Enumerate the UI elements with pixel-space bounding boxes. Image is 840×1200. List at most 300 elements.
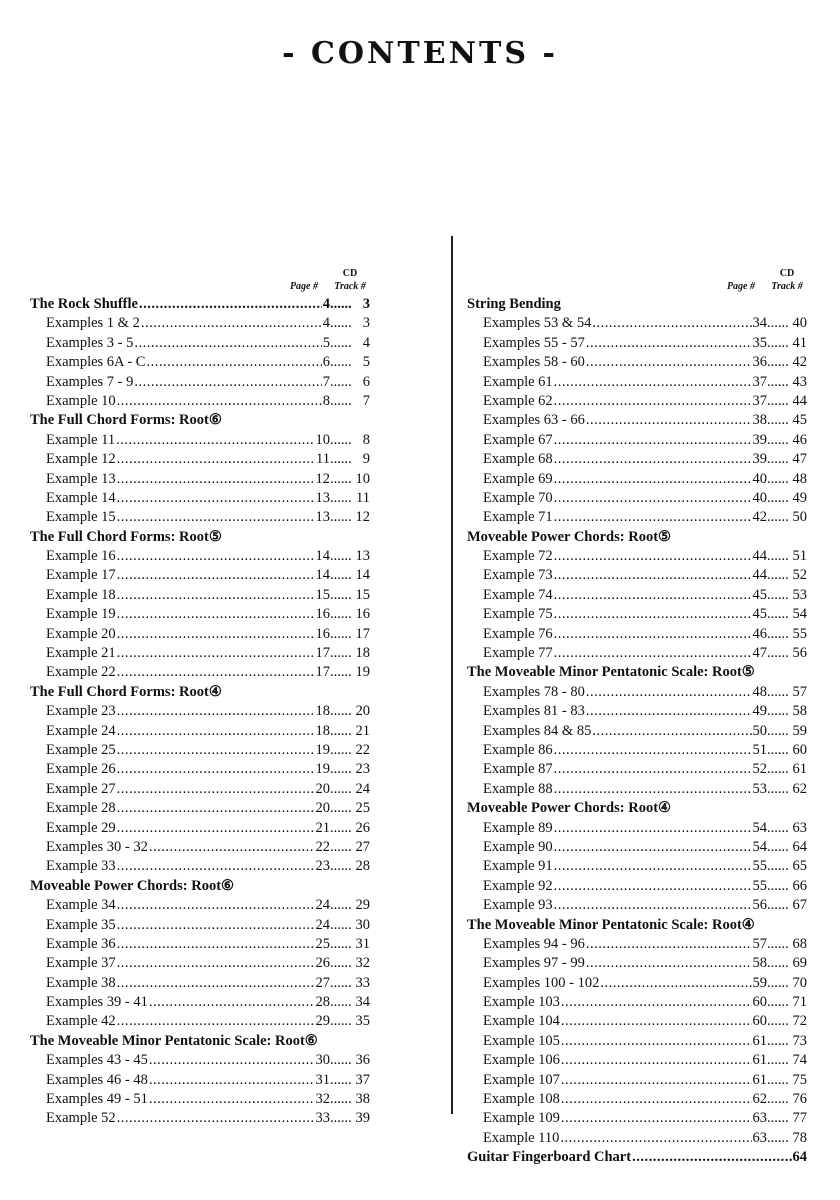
track-number: 39 — [355, 1110, 370, 1127]
page-number: 23 — [315, 858, 330, 875]
toc-label: Example 105 — [483, 1032, 560, 1049]
toc-label: Example 33 — [46, 858, 116, 875]
track-number: 62 — [792, 780, 807, 797]
page-number: 16 — [315, 625, 330, 642]
cd-header: CD — [779, 268, 795, 279]
toc-label: Example 14 — [46, 489, 116, 506]
toc-label: Example 12 — [46, 451, 116, 468]
page-number: 63 — [752, 1110, 767, 1127]
dot-leader — [117, 567, 315, 584]
toc-entry — [30, 315, 370, 334]
toc-entry — [467, 567, 807, 586]
toc-entry — [467, 703, 807, 722]
toc-entry — [30, 1013, 370, 1032]
toc-entry — [467, 723, 807, 742]
track-number: 50 — [792, 509, 807, 526]
dot-leader — [767, 645, 789, 662]
toc-entry — [30, 723, 370, 742]
dot-leader — [330, 723, 352, 740]
toc-label: Example 13 — [46, 470, 116, 487]
dot-leader — [117, 955, 315, 972]
dot-leader — [117, 451, 315, 468]
page-number: 39 — [752, 451, 767, 468]
dot-leader — [767, 936, 789, 953]
track-number: 8 — [362, 431, 370, 448]
toc-entry — [30, 800, 370, 819]
toc-entry — [30, 994, 370, 1013]
toc-entry — [467, 781, 807, 800]
dot-leader — [330, 936, 352, 953]
track-number: 21 — [355, 722, 370, 739]
toc-entry — [30, 509, 370, 528]
track-number: 34 — [355, 994, 370, 1011]
dot-leader — [117, 393, 322, 410]
dot-leader — [561, 1091, 752, 1108]
page-number: 40 — [752, 489, 767, 506]
page-number: 5 — [322, 334, 330, 351]
toc-label: Example 38 — [46, 974, 116, 991]
toc-label: Example 10 — [46, 392, 116, 409]
track-number: 14 — [355, 567, 370, 584]
page-number: 61 — [752, 1052, 767, 1069]
dot-leader — [767, 839, 789, 856]
dot-leader — [554, 858, 752, 875]
toc-label: Example 87 — [483, 761, 553, 778]
dot-leader — [767, 723, 789, 740]
track-number: 7 — [362, 392, 370, 409]
dot-leader — [330, 820, 352, 837]
toc-section-heading — [30, 878, 370, 897]
track-number: 51 — [792, 548, 807, 565]
toc-entry — [467, 1091, 807, 1110]
track-number: 72 — [792, 1013, 807, 1030]
dot-leader — [141, 315, 322, 332]
dot-leader — [767, 374, 789, 391]
dot-leader — [767, 587, 789, 604]
track-number: 48 — [792, 470, 807, 487]
track-number: 66 — [792, 877, 807, 894]
dot-leader — [586, 955, 752, 972]
toc-label: Example 21 — [46, 645, 116, 662]
dot-leader — [330, 761, 352, 778]
toc-label: Example 61 — [483, 373, 553, 390]
track-number: 59 — [792, 722, 807, 739]
page-number: 26 — [315, 955, 330, 972]
track-number: 38 — [355, 1091, 370, 1108]
dot-leader — [330, 509, 352, 526]
toc-label: Example 110 — [483, 1129, 560, 1146]
dot-leader — [149, 839, 315, 856]
dot-leader — [330, 994, 352, 1011]
toc-entry — [30, 471, 370, 490]
track-number: 15 — [355, 586, 370, 603]
dot-leader — [149, 1091, 315, 1108]
track-number: 26 — [355, 819, 370, 836]
track-number: 55 — [792, 625, 807, 642]
toc-label: Example 22 — [46, 664, 116, 681]
track-number: 75 — [792, 1071, 807, 1088]
dot-leader — [767, 1013, 789, 1030]
dot-leader — [117, 587, 315, 604]
track-number: 20 — [355, 703, 370, 720]
track-number: 54 — [792, 606, 807, 623]
toc-label: Example 104 — [483, 1013, 560, 1030]
dot-leader — [767, 1052, 789, 1069]
dot-leader — [330, 781, 352, 798]
toc-label: Example 107 — [483, 1071, 560, 1088]
dot-leader — [561, 1013, 752, 1030]
track-number: 67 — [792, 897, 807, 914]
page-number: 17 — [315, 664, 330, 681]
dot-leader — [592, 723, 751, 740]
dot-leader — [767, 1091, 789, 1108]
page-number: 61 — [752, 1071, 767, 1088]
toc-label: Example 72 — [483, 548, 553, 565]
page-number: 32 — [315, 1091, 330, 1108]
track-number: 41 — [792, 334, 807, 351]
toc-entry — [30, 645, 370, 664]
track-number: 4 — [362, 334, 370, 351]
toc-label: Example 77 — [483, 645, 553, 662]
dot-leader — [767, 354, 789, 371]
toc-entry — [467, 606, 807, 625]
page-number: 48 — [752, 683, 767, 700]
dot-leader — [554, 471, 752, 488]
toc-entry — [467, 1130, 807, 1149]
dot-leader — [117, 703, 315, 720]
toc-entry — [467, 587, 807, 606]
track-number: 44 — [792, 392, 807, 409]
track-number: 37 — [355, 1071, 370, 1088]
toc-label: Examples 81 - 83 — [483, 703, 585, 720]
dot-leader — [330, 1091, 352, 1108]
dot-leader — [117, 858, 315, 875]
toc-label: Examples 63 - 66 — [483, 412, 585, 429]
toc-section-heading — [30, 412, 370, 431]
toc-entry — [467, 1033, 807, 1052]
page-number: 60 — [752, 994, 767, 1011]
page-number: 45 — [752, 586, 767, 603]
toc-section-heading — [30, 684, 370, 703]
toc-entry — [30, 606, 370, 625]
page-number: 7 — [322, 373, 330, 390]
dot-leader — [767, 994, 789, 1011]
toc-label: The Full Chord Forms: Root④ — [30, 683, 222, 700]
track-number: 33 — [355, 974, 370, 991]
toc-entry — [467, 858, 807, 877]
column-header — [467, 268, 807, 296]
dot-leader — [767, 471, 789, 488]
page-number: 39 — [752, 431, 767, 448]
page-number: 17 — [315, 645, 330, 662]
dot-leader — [330, 955, 352, 972]
page-number: 31 — [315, 1071, 330, 1088]
toc-entry — [30, 703, 370, 722]
page-number: 6 — [322, 354, 330, 371]
toc-label: Example 75 — [483, 606, 553, 623]
dot-leader — [767, 393, 789, 410]
toc-label: Example 103 — [483, 994, 560, 1011]
page-number: 64 — [792, 1149, 807, 1166]
track-number: 28 — [355, 858, 370, 875]
toc-entry — [30, 393, 370, 412]
dot-leader — [767, 451, 789, 468]
toc-label: Moveable Power Chords: Root⑤ — [467, 528, 672, 545]
toc-label: Example 29 — [46, 819, 116, 836]
track-number: 35 — [355, 1013, 370, 1030]
toc-label: Example 68 — [483, 451, 553, 468]
dot-leader — [149, 1072, 315, 1089]
toc-label: The Rock Shuffle — [30, 296, 138, 312]
toc-label: Example 69 — [483, 470, 553, 487]
track-number: 65 — [792, 858, 807, 875]
track-number: 5 — [362, 354, 370, 371]
page-number: 28 — [315, 994, 330, 1011]
page-number: 19 — [315, 741, 330, 758]
toc-label: Example 24 — [46, 722, 116, 739]
dot-leader — [330, 335, 352, 352]
dot-leader — [330, 432, 352, 449]
toc-label: Example 26 — [46, 761, 116, 778]
track-number: 47 — [792, 451, 807, 468]
toc-section-heading — [30, 296, 370, 315]
toc-entry — [30, 761, 370, 780]
toc-label: Example 109 — [483, 1110, 560, 1127]
page-number: 13 — [315, 509, 330, 526]
track-number: 36 — [355, 1052, 370, 1069]
dot-leader — [330, 975, 352, 992]
track-number: 17 — [355, 625, 370, 642]
toc-section-heading — [30, 529, 370, 548]
track-number: 32 — [355, 955, 370, 972]
track-number: 6 — [362, 373, 370, 390]
page-number: 44 — [752, 567, 767, 584]
dot-leader — [767, 897, 789, 914]
page-number: 49 — [752, 703, 767, 720]
page-number: 63 — [752, 1129, 767, 1146]
toc-label: Example 35 — [46, 916, 116, 933]
dot-leader — [767, 781, 789, 798]
dot-leader — [554, 451, 752, 468]
toc-entry — [30, 1052, 370, 1071]
dot-leader — [117, 975, 315, 992]
page-number: 14 — [315, 567, 330, 584]
page-number: 20 — [315, 800, 330, 817]
toc-entry — [467, 975, 807, 994]
page-number: 18 — [315, 703, 330, 720]
page-number: 19 — [315, 761, 330, 778]
toc-section-heading — [467, 917, 807, 936]
track-number: 22 — [355, 741, 370, 758]
track-number: 52 — [792, 567, 807, 584]
toc-section-heading — [467, 1149, 807, 1168]
toc-list — [30, 296, 370, 1130]
toc-label: Examples 53 & 54 — [483, 315, 592, 332]
toc-label: Examples 100 - 102 — [483, 974, 600, 991]
page-number: 4 — [322, 296, 330, 312]
toc-entry — [30, 626, 370, 645]
dot-leader — [139, 296, 322, 313]
column-header — [30, 268, 370, 296]
toc-label: Examples 46 - 48 — [46, 1071, 148, 1088]
track-number: 24 — [355, 780, 370, 797]
page-number: 16 — [315, 606, 330, 623]
toc-label: Example 90 — [483, 838, 553, 855]
page-number: 8 — [322, 392, 330, 409]
page-number: 25 — [315, 935, 330, 952]
toc-entry — [30, 548, 370, 567]
dot-leader — [767, 432, 789, 449]
toc-entry — [30, 664, 370, 683]
page-number: 50 — [752, 722, 767, 739]
cd-header: CD — [342, 268, 358, 279]
dot-leader — [561, 1072, 752, 1089]
toc-entry — [467, 1110, 807, 1129]
toc-entry — [467, 1013, 807, 1032]
toc-entry — [467, 354, 807, 373]
toc-entry — [30, 975, 370, 994]
dot-leader — [767, 684, 789, 701]
toc-entry — [467, 878, 807, 897]
track-number: 78 — [792, 1129, 807, 1146]
page-number: 61 — [752, 1032, 767, 1049]
dot-leader — [554, 587, 752, 604]
page-number: 42 — [752, 509, 767, 526]
dot-leader — [117, 761, 315, 778]
page-number: 18 — [315, 722, 330, 739]
page-number: 10 — [315, 431, 330, 448]
dot-leader — [554, 374, 752, 391]
toc-label: Example 19 — [46, 606, 116, 623]
dot-leader — [330, 315, 352, 332]
dot-leader — [117, 548, 315, 565]
toc-entry — [467, 451, 807, 470]
dot-leader — [330, 606, 352, 623]
page-number: 4 — [322, 315, 330, 332]
dot-leader — [330, 917, 352, 934]
dot-leader — [767, 742, 789, 759]
toc-entry — [30, 917, 370, 936]
page-number: 14 — [315, 548, 330, 565]
page-number: 58 — [752, 955, 767, 972]
dot-leader — [117, 897, 315, 914]
dot-leader — [330, 897, 352, 914]
toc-label: Example 20 — [46, 625, 116, 642]
toc-entry — [30, 335, 370, 354]
toc-entry — [30, 567, 370, 586]
page-number: 12 — [315, 470, 330, 487]
page-number: 40 — [752, 470, 767, 487]
page-number: 52 — [752, 761, 767, 778]
toc-label: The Moveable Minor Pentatonic Scale: Root④ — [467, 916, 755, 933]
toc-entry — [467, 412, 807, 431]
toc-label: Example 106 — [483, 1052, 560, 1069]
toc-label: Moveable Power Chords: Root⑥ — [30, 877, 235, 894]
page-number: 27 — [315, 974, 330, 991]
toc-entry — [467, 374, 807, 393]
toc-entry — [30, 451, 370, 470]
dot-leader — [330, 1110, 352, 1127]
dot-leader — [586, 684, 752, 701]
track-number-header: Track # — [334, 281, 366, 292]
track-number: 49 — [792, 489, 807, 506]
toc-entry — [467, 432, 807, 451]
toc-entry — [467, 684, 807, 703]
dot-leader — [560, 1130, 751, 1147]
toc-entry — [30, 490, 370, 509]
toc-entry — [467, 897, 807, 916]
track-number: 19 — [355, 664, 370, 681]
dot-leader — [554, 432, 752, 449]
dot-leader — [134, 374, 321, 391]
track-number: 63 — [792, 819, 807, 836]
dot-leader — [767, 761, 789, 778]
toc-label: Example 52 — [46, 1110, 116, 1127]
toc-label: Examples 1 & 2 — [46, 315, 140, 332]
page-number: 45 — [752, 606, 767, 623]
toc-section-heading — [467, 664, 807, 683]
toc-label: Example 74 — [483, 586, 553, 603]
track-number: 53 — [792, 586, 807, 603]
dot-leader — [554, 567, 752, 584]
toc-entry — [467, 820, 807, 839]
track-number: 57 — [792, 683, 807, 700]
dot-leader — [149, 994, 315, 1011]
dot-leader — [117, 664, 315, 681]
track-number: 18 — [355, 645, 370, 662]
dot-leader — [767, 955, 789, 972]
toc-entry — [30, 858, 370, 877]
page-number: 54 — [752, 819, 767, 836]
page-number: 30 — [315, 1052, 330, 1069]
page-number: 46 — [752, 625, 767, 642]
toc-label: Examples 94 - 96 — [483, 935, 585, 952]
dot-leader — [117, 1110, 315, 1127]
toc-label: Example 70 — [483, 489, 553, 506]
dot-leader — [554, 645, 752, 662]
dot-leader — [117, 490, 315, 507]
toc-label: Example 76 — [483, 625, 553, 642]
dot-leader — [554, 878, 752, 895]
toc-section-heading — [30, 1033, 370, 1052]
toc-entry — [467, 471, 807, 490]
toc-entry — [467, 994, 807, 1013]
toc-label: Examples 97 - 99 — [483, 955, 585, 972]
page-number: 53 — [752, 780, 767, 797]
dot-leader — [767, 606, 789, 623]
page-number: 15 — [315, 586, 330, 603]
page-number: 44 — [752, 548, 767, 565]
page-number: 35 — [752, 334, 767, 351]
dot-leader — [767, 858, 789, 875]
toc-entry — [467, 742, 807, 761]
track-number: 40 — [792, 315, 807, 332]
dot-leader — [117, 723, 315, 740]
page-number: 47 — [752, 645, 767, 662]
toc-label: Examples 43 - 45 — [46, 1052, 148, 1069]
toc-entry — [467, 936, 807, 955]
toc-entry — [467, 548, 807, 567]
toc-entry — [30, 1110, 370, 1129]
toc-label: Example 67 — [483, 431, 553, 448]
track-number: 9 — [362, 451, 370, 468]
toc-label: Example 92 — [483, 877, 553, 894]
dot-leader — [554, 761, 752, 778]
toc-label: Example 23 — [46, 703, 116, 720]
toc-label: Example 11 — [46, 431, 116, 448]
dot-leader — [330, 548, 352, 565]
toc-entry — [467, 761, 807, 780]
